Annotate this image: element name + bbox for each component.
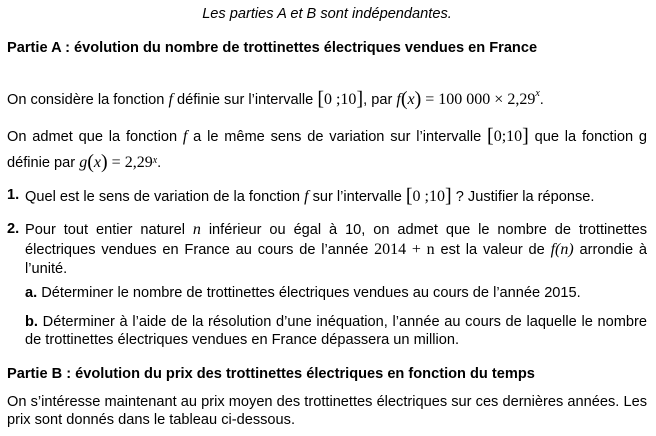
part-b-title: Partie B : évolution du prix des trottinettes électriques en fonction du temps — [7, 366, 535, 382]
formula-f: f(x) = 100 $000 \times 2,29^x$ — [396, 88, 540, 110]
question-2: 2. Pour tout entier naturel n inférieur ou égal à 10, on admet que le nombre de trottinettes électriques vendues en France au cours de l’année 2014 + n est la valeur de f(n) arrondie à l’unité. — [7, 221, 648, 277]
question-2a: a. Déterminer le nombre de trottinettes électriques vendues au cours de l’année 2015. — [25, 285, 581, 301]
interval: [0 ;10] — [317, 88, 364, 110]
function-f-symbol: f — [304, 188, 309, 205]
subquestion-label: b. — [25, 314, 38, 330]
part-a-admit: On admet que la fonction f a le même sens de variation sur l’intervalle [0;10] que la fonction g définie par $g(x) = 2,29^x$. — [7, 125, 647, 173]
question-1: 1. Quel est le sens de variation de la fonction f sur l’intervalle [0 ;10] ? Justifier la réponse. — [7, 185, 595, 207]
intro-text-4: . — [539, 92, 544, 108]
f-of-n: f(n) — [550, 241, 574, 258]
interval: [0 ;10] — [405, 185, 452, 207]
function-f-symbol: f — [182, 128, 188, 145]
question-number: 2. — [7, 221, 20, 237]
subquestion-label: a. — [25, 285, 38, 301]
intro-text-1: On considère la fonction — [7, 92, 165, 108]
part-a-intro — [7, 90, 647, 110]
intro-text-2: définie sur l’intervalle — [176, 92, 314, 108]
intro-text-3: , par — [363, 92, 393, 108]
part-a-title: Partie A : évolution du nombre de trottinettes électriques vendues en France — [7, 40, 538, 56]
formula-g: $g(x) = 2,29^x$ — [79, 151, 158, 173]
function-f-symbol: f — [168, 91, 173, 108]
interval: [0;10] — [487, 125, 529, 147]
variable-n: n — [192, 221, 201, 238]
year-expression: 2014 + n — [374, 241, 435, 258]
question-number: 1. — [7, 187, 20, 203]
question-2b: b. Déterminer à l’aide de la résolution d’une inéquation, l’année au cours de laquelle le nombre de trottinettes électriques vendues en France dépassera un million. — [25, 314, 647, 348]
part-b-text: On s’intéresse maintenant au prix moyen des trottinettes électriques sur ces dernières années. Les prix sont donnés dans le tableau ci-dessous. — [7, 394, 647, 428]
parts-independence-note: Les parties A et B sont indépendantes. — [202, 6, 452, 22]
